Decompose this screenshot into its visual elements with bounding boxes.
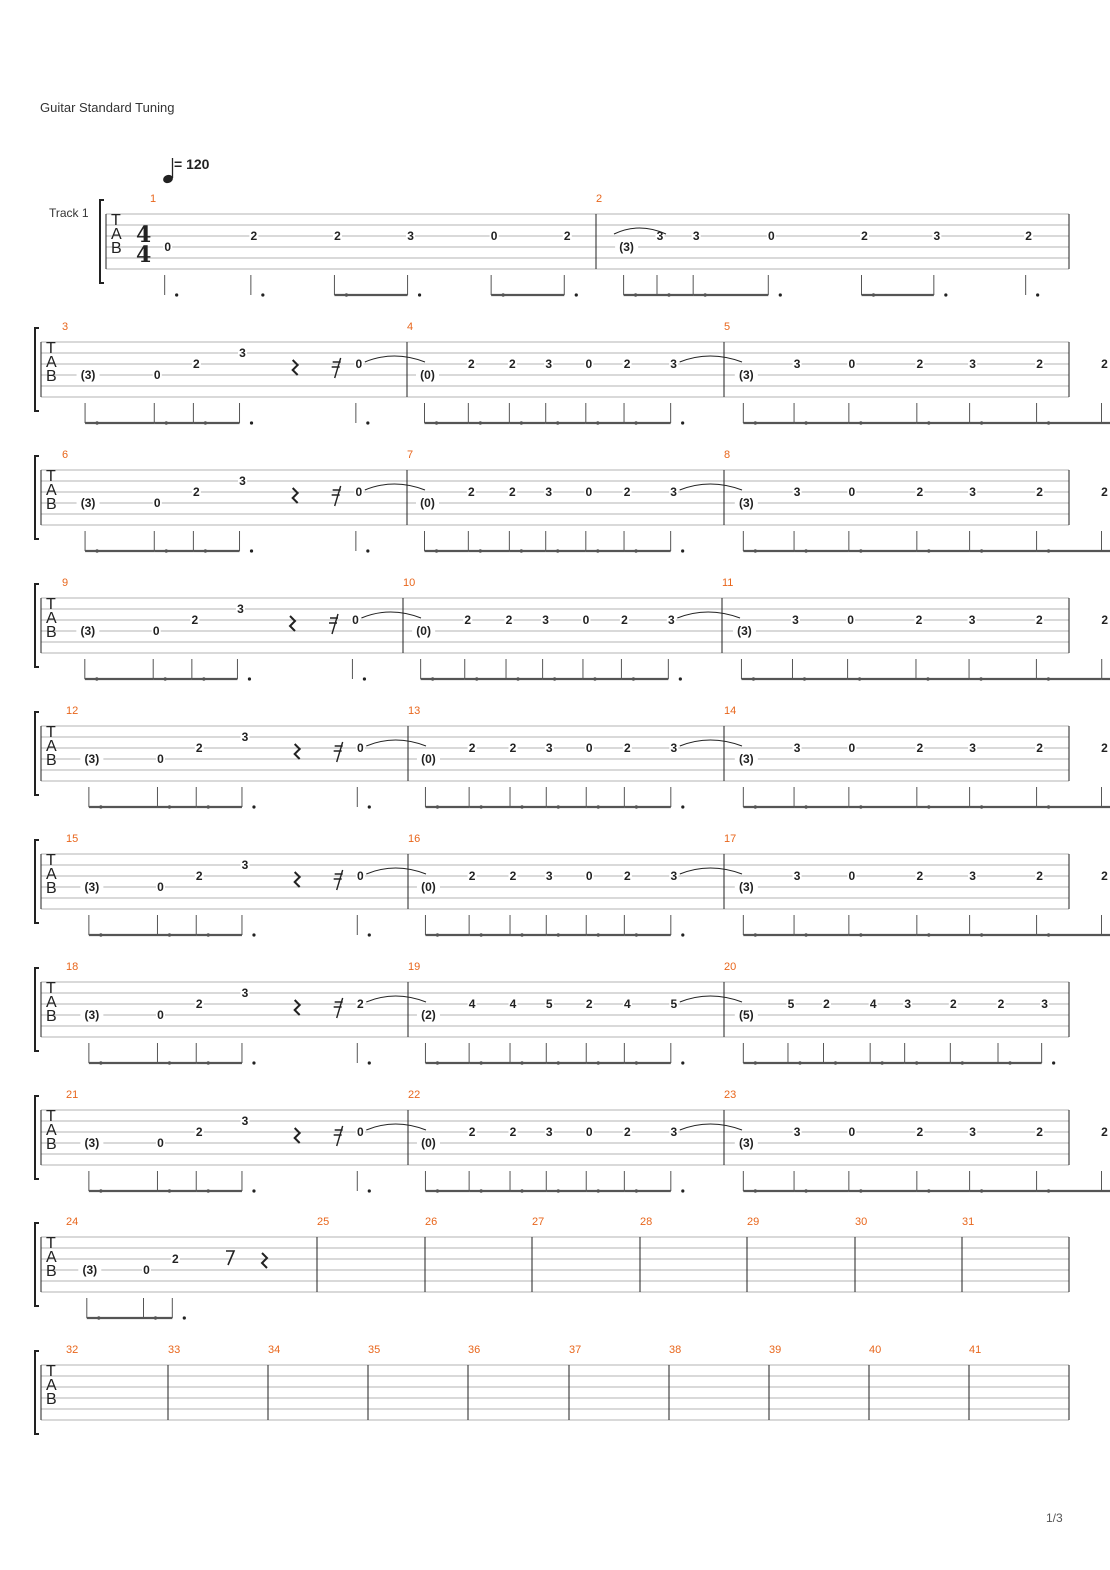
rhythm-dot — [250, 549, 253, 552]
fret-number: 2 — [1101, 741, 1108, 755]
measure-number: 5 — [724, 321, 731, 333]
tab-clef-letter: A — [46, 1249, 57, 1266]
fret-number: 0 — [356, 1125, 364, 1139]
fret-number: 2 — [916, 869, 924, 883]
measure-number: 1 — [150, 193, 157, 205]
tab-clef-letter: T — [46, 1235, 56, 1252]
quarter-rest — [293, 360, 298, 375]
rhythm-dot — [681, 805, 684, 808]
tab-clef-letter: T — [46, 596, 56, 613]
fret-number: 2 — [193, 357, 200, 371]
tab-clef-letter: A — [111, 226, 122, 243]
tab-clef-letter: T — [111, 212, 121, 229]
tie — [365, 356, 425, 362]
fret-number: (3) — [738, 752, 754, 766]
rhythm-dot — [261, 293, 264, 296]
fret-number: 2 — [195, 869, 203, 883]
fret-number: 3 — [968, 613, 976, 627]
fret-number: 3 — [792, 613, 799, 627]
fret-number: (3) — [738, 368, 754, 382]
tie — [680, 484, 742, 490]
fret-number: (0) — [421, 752, 436, 766]
fret-number: 2 — [1036, 741, 1043, 755]
fret-number: 2 — [505, 613, 513, 627]
fret-number: 3 — [1041, 997, 1048, 1011]
tab-clef-letter: B — [111, 240, 122, 257]
rhythm-dot — [252, 933, 255, 936]
tab-clef-letter: B — [46, 1136, 57, 1153]
measure-number: 30 — [855, 1216, 868, 1228]
measure-number: 13 — [408, 705, 421, 717]
system-bracket — [35, 584, 39, 667]
fret-number: 0 — [582, 613, 590, 627]
rhythm-dot — [368, 1189, 371, 1192]
tie — [366, 868, 426, 874]
fret-number: 3 — [793, 357, 801, 371]
tab-clef-letter: B — [46, 624, 57, 641]
rhythm-dot — [252, 1061, 255, 1064]
time-signature-bottom: 4 — [136, 242, 152, 268]
rhythm-dot — [183, 1316, 186, 1319]
fret-number: 2 — [563, 229, 571, 243]
rhythm-dot — [681, 933, 684, 936]
measure-number: 27 — [532, 1216, 545, 1228]
fret-number: 3 — [670, 741, 678, 755]
fret-number: (0) — [420, 496, 435, 510]
fret-number: 3 — [793, 485, 801, 499]
fret-number: 0 — [585, 869, 593, 883]
fret-number: 3 — [407, 229, 414, 243]
measure-number: 19 — [408, 961, 421, 973]
fret-number: 2 — [509, 357, 516, 371]
system-bracket — [35, 840, 39, 923]
fret-number: (3) — [738, 880, 754, 894]
eighth-rest — [226, 1251, 234, 1265]
measure-number: 33 — [168, 1344, 181, 1356]
fret-number: 0 — [153, 368, 161, 382]
rhythm-dot — [175, 293, 178, 296]
fret-number: 2 — [1036, 869, 1043, 883]
measure-number: 32 — [66, 1344, 79, 1356]
measure-number: 37 — [569, 1344, 582, 1356]
fret-number: (2) — [421, 1008, 436, 1022]
fret-number: 3 — [904, 997, 912, 1011]
fret-number: 0 — [157, 1136, 164, 1150]
fret-number: 3 — [793, 869, 801, 883]
rhythm-dot — [252, 805, 255, 808]
rhythm-dot — [575, 293, 578, 296]
tie — [366, 740, 426, 746]
tie — [680, 996, 742, 1002]
measure-number: 4 — [407, 321, 414, 333]
fret-number: 0 — [585, 1125, 593, 1139]
measure-number: 24 — [66, 1216, 79, 1228]
measure-number: 34 — [268, 1344, 281, 1356]
fret-number: 3 — [239, 346, 246, 360]
measure-number: 41 — [969, 1344, 982, 1356]
system-bracket — [35, 328, 39, 411]
fret-number: 3 — [237, 602, 244, 616]
fret-number: 0 — [848, 869, 856, 883]
rhythm-dot — [252, 1189, 255, 1192]
fret-number: 2 — [467, 485, 475, 499]
fret-number: 3 — [969, 1125, 976, 1139]
measure-number: 29 — [747, 1216, 760, 1228]
rhythm-dot — [366, 549, 369, 552]
fret-number: 3 — [933, 229, 941, 243]
fret-number: 3 — [670, 1125, 678, 1139]
fret-number: 2 — [356, 997, 364, 1011]
quarter-rest — [295, 872, 300, 887]
tie — [677, 612, 740, 618]
tab-clef-letter: B — [46, 1391, 57, 1408]
measure-number: 28 — [640, 1216, 653, 1228]
fret-number: (0) — [416, 624, 431, 638]
fret-number: (3) — [737, 624, 752, 638]
fret-number: 5 — [670, 997, 678, 1011]
fret-number: 0 — [153, 496, 161, 510]
fret-number: 0 — [164, 240, 172, 254]
fret-number: 0 — [157, 880, 164, 894]
system-bracket — [35, 1096, 39, 1179]
fret-number: 2 — [468, 741, 476, 755]
measure-number: 21 — [66, 1089, 79, 1101]
measure-number: 6 — [62, 449, 69, 461]
fret-number: (3) — [80, 496, 96, 510]
tie — [680, 1124, 742, 1130]
fret-number: 2 — [1036, 357, 1043, 371]
tab-clef-letter: B — [46, 496, 57, 513]
tab-clef-letter: A — [46, 738, 57, 755]
fret-number: 0 — [585, 485, 593, 499]
fret-number: 2 — [915, 613, 923, 627]
fret-number: 3 — [545, 1125, 553, 1139]
fret-number: 3 — [545, 869, 553, 883]
measure-number: 23 — [724, 1089, 737, 1101]
fret-number: 0 — [848, 357, 856, 371]
fret-number: 2 — [623, 485, 631, 499]
fret-number: 2 — [623, 869, 631, 883]
fret-number: 2 — [191, 613, 199, 627]
track-name: Track 1 — [49, 206, 89, 220]
fret-number: 3 — [545, 741, 553, 755]
rhythm-dot — [363, 677, 366, 680]
fret-number: 3 — [793, 741, 801, 755]
tab-clef-letter: A — [46, 866, 57, 883]
fret-number: 2 — [823, 997, 830, 1011]
rhythm-dot — [366, 421, 369, 424]
rhythm-dot — [368, 805, 371, 808]
fret-number: 5 — [787, 997, 795, 1011]
fret-number: 3 — [241, 730, 249, 744]
fret-number: 2 — [193, 485, 200, 499]
measure-number: 15 — [66, 833, 79, 845]
fret-number: 0 — [848, 485, 856, 499]
measure-number: 11 — [722, 577, 734, 589]
quarter-rest — [295, 744, 300, 759]
fret-number: 2 — [468, 869, 476, 883]
fret-number: (5) — [738, 1008, 754, 1022]
system-bracket — [100, 200, 104, 283]
fret-number: (3) — [619, 240, 634, 254]
fret-number: 2 — [997, 997, 1005, 1011]
tie — [680, 868, 742, 874]
rhythm-dot — [944, 293, 947, 296]
quarter-rest — [290, 616, 295, 631]
fret-number: 0 — [847, 613, 854, 627]
measure-number: 22 — [408, 1089, 421, 1101]
fret-number: 2 — [1101, 357, 1108, 371]
page-number: 1/3 — [1046, 1511, 1063, 1525]
fret-number: 3 — [545, 357, 553, 371]
measure-number: 7 — [407, 449, 414, 461]
fret-number: 3 — [969, 357, 976, 371]
fret-number: 0 — [157, 752, 164, 766]
fret-number: 3 — [239, 474, 246, 488]
fret-number: 5 — [545, 997, 553, 1011]
rhythm-dot — [1036, 293, 1039, 296]
fret-number: 0 — [848, 741, 856, 755]
tab-clef-letter: B — [46, 1263, 57, 1280]
tie — [366, 996, 426, 1002]
tie — [680, 740, 742, 746]
fret-number: 2 — [621, 613, 628, 627]
fret-number: 4 — [869, 997, 877, 1011]
fret-number: 0 — [767, 229, 775, 243]
fret-number: 2 — [195, 1125, 203, 1139]
measure-number: 20 — [724, 961, 737, 973]
rhythm-dot — [250, 421, 253, 424]
fret-number: 2 — [1036, 1125, 1043, 1139]
fret-number: 3 — [692, 229, 700, 243]
fret-number: 4 — [623, 997, 631, 1011]
fret-number: (3) — [84, 752, 100, 766]
fret-number: 0 — [152, 624, 160, 638]
measure-number: 39 — [769, 1344, 782, 1356]
fret-number: 0 — [355, 485, 363, 499]
fret-number: 0 — [355, 357, 363, 371]
tab-clef-letter: T — [46, 340, 56, 357]
tuning-label: Guitar Standard Tuning — [40, 100, 175, 115]
rhythm-dot — [681, 1189, 684, 1192]
measure-number: 31 — [962, 1216, 975, 1228]
measure-number: 25 — [317, 1216, 330, 1228]
fret-number: 2 — [1101, 613, 1109, 627]
fret-number: (3) — [84, 1008, 100, 1022]
fret-number: 2 — [195, 997, 203, 1011]
tab-clef-letter: T — [46, 1108, 56, 1125]
fret-number: 0 — [143, 1263, 150, 1277]
tab-clef-letter: A — [46, 1122, 57, 1139]
tie — [365, 484, 425, 490]
tab-clef-letter: T — [46, 980, 56, 997]
measure-number: 16 — [408, 833, 421, 845]
tab-clef-letter: A — [46, 994, 57, 1011]
fret-number: (3) — [84, 880, 100, 894]
fret-number: 2 — [585, 997, 593, 1011]
fret-number: (0) — [421, 1136, 436, 1150]
system-bracket — [35, 968, 39, 1051]
system-bracket — [35, 1223, 39, 1306]
measure-number: 17 — [724, 833, 737, 845]
fret-number: 3 — [241, 1114, 249, 1128]
fret-number: 2 — [509, 869, 517, 883]
fret-number: 3 — [670, 485, 677, 499]
rhythm-dot — [681, 1061, 684, 1064]
measure-number: 8 — [724, 449, 731, 461]
tie — [680, 356, 742, 362]
rhythm-dot — [681, 549, 684, 552]
fret-number: 2 — [1025, 229, 1032, 243]
tab-clef-letter: A — [46, 1377, 57, 1394]
fret-number: 3 — [241, 858, 249, 872]
fret-number: 2 — [916, 357, 924, 371]
system-bracket — [35, 1351, 39, 1434]
measure-number: 9 — [62, 577, 69, 589]
fret-number: (3) — [80, 624, 96, 638]
fret-number: 3 — [969, 485, 976, 499]
tab-clef-letter: T — [46, 852, 56, 869]
tab-clef-letter: B — [46, 752, 57, 769]
system-bracket — [35, 712, 39, 795]
measure-number: 38 — [669, 1344, 682, 1356]
fret-number: 0 — [356, 741, 364, 755]
time-signature-top: 4 — [136, 222, 152, 248]
tie — [361, 612, 421, 618]
fret-number: (3) — [82, 1263, 98, 1277]
fret-number: 2 — [1101, 1125, 1108, 1139]
fret-number: 3 — [793, 1125, 801, 1139]
tab-clef-letter: B — [46, 368, 57, 385]
fret-number: 2 — [916, 485, 924, 499]
quarter-rest — [262, 1253, 267, 1268]
rhythm-dot — [779, 293, 782, 296]
quarter-rest — [295, 1000, 300, 1015]
fret-number: 2 — [509, 1125, 517, 1139]
fret-number: 0 — [490, 229, 498, 243]
fret-number: 0 — [356, 869, 364, 883]
measure-number: 3 — [62, 321, 69, 333]
rhythm-dot — [681, 421, 684, 424]
fret-number: 2 — [467, 357, 475, 371]
fret-number: 3 — [241, 986, 249, 1000]
fret-number: 3 — [542, 613, 549, 627]
measure-number: 14 — [724, 705, 737, 717]
fret-number: 2 — [623, 357, 631, 371]
fret-number: 2 — [916, 1125, 924, 1139]
measure-number: 35 — [368, 1344, 381, 1356]
tie — [366, 1124, 426, 1130]
measure-number: 40 — [869, 1344, 882, 1356]
fret-number: 2 — [171, 1252, 179, 1266]
fret-number: 0 — [848, 1125, 856, 1139]
measure-number: 18 — [66, 961, 79, 973]
fret-number: (3) — [738, 496, 754, 510]
fret-number: (3) — [738, 1136, 754, 1150]
fret-number: 2 — [949, 997, 957, 1011]
fret-number: 0 — [585, 357, 593, 371]
fret-number: (3) — [84, 1136, 100, 1150]
fret-number: 0 — [352, 613, 359, 627]
fret-number: (3) — [80, 368, 96, 382]
rhythm-dot — [418, 293, 421, 296]
fret-number: 3 — [969, 741, 976, 755]
fret-number: 2 — [250, 229, 258, 243]
fret-number: 2 — [464, 613, 472, 627]
fret-number: 2 — [509, 741, 517, 755]
measure-number: 26 — [425, 1216, 438, 1228]
fret-number: 2 — [509, 485, 516, 499]
fret-number: 3 — [656, 229, 664, 243]
fret-number: 0 — [585, 741, 593, 755]
measure-number: 12 — [66, 705, 79, 717]
fret-number: 4 — [509, 997, 517, 1011]
fret-number: 2 — [1101, 869, 1108, 883]
quarter-rest — [293, 488, 298, 503]
tempo-text: = 120 — [174, 156, 210, 172]
fret-number: 2 — [623, 741, 631, 755]
rhythm-dot — [1052, 1061, 1055, 1064]
fret-number: 2 — [916, 741, 924, 755]
tab-clef-letter: A — [46, 354, 57, 371]
system-bracket — [35, 456, 39, 539]
fret-number: 4 — [468, 997, 476, 1011]
tab-clef-letter: A — [46, 482, 57, 499]
fret-number: 3 — [670, 869, 678, 883]
measure-number: 10 — [403, 577, 416, 589]
fret-number: 3 — [667, 613, 675, 627]
fret-number: (0) — [421, 880, 436, 894]
fret-number: 2 — [623, 1125, 631, 1139]
fret-number: 3 — [545, 485, 553, 499]
fret-number: 2 — [861, 229, 868, 243]
fret-number: 2 — [1101, 485, 1108, 499]
fret-number: 2 — [1036, 613, 1043, 627]
rhythm-dot — [679, 677, 682, 680]
measure-number: 2 — [596, 193, 603, 205]
tab-clef-letter: B — [46, 1008, 57, 1025]
tab-clef-letter: B — [46, 880, 57, 897]
tab-clef-letter: T — [46, 724, 56, 741]
fret-number: 2 — [195, 741, 203, 755]
tab-clef-letter: T — [46, 468, 56, 485]
measure-number: 36 — [468, 1344, 481, 1356]
fret-number: 2 — [334, 229, 341, 243]
quarter-rest — [295, 1128, 300, 1143]
rhythm-dot — [248, 677, 251, 680]
fret-number: 2 — [468, 1125, 476, 1139]
tab-clef-letter: A — [46, 610, 57, 627]
fret-number: 0 — [157, 1008, 164, 1022]
rhythm-dot — [368, 933, 371, 936]
fret-number: (0) — [420, 368, 435, 382]
fret-number: 2 — [1036, 485, 1043, 499]
rhythm-dot — [368, 1061, 371, 1064]
fret-number: 3 — [969, 869, 976, 883]
fret-number: 3 — [670, 357, 677, 371]
tab-clef-letter: T — [46, 1363, 56, 1380]
